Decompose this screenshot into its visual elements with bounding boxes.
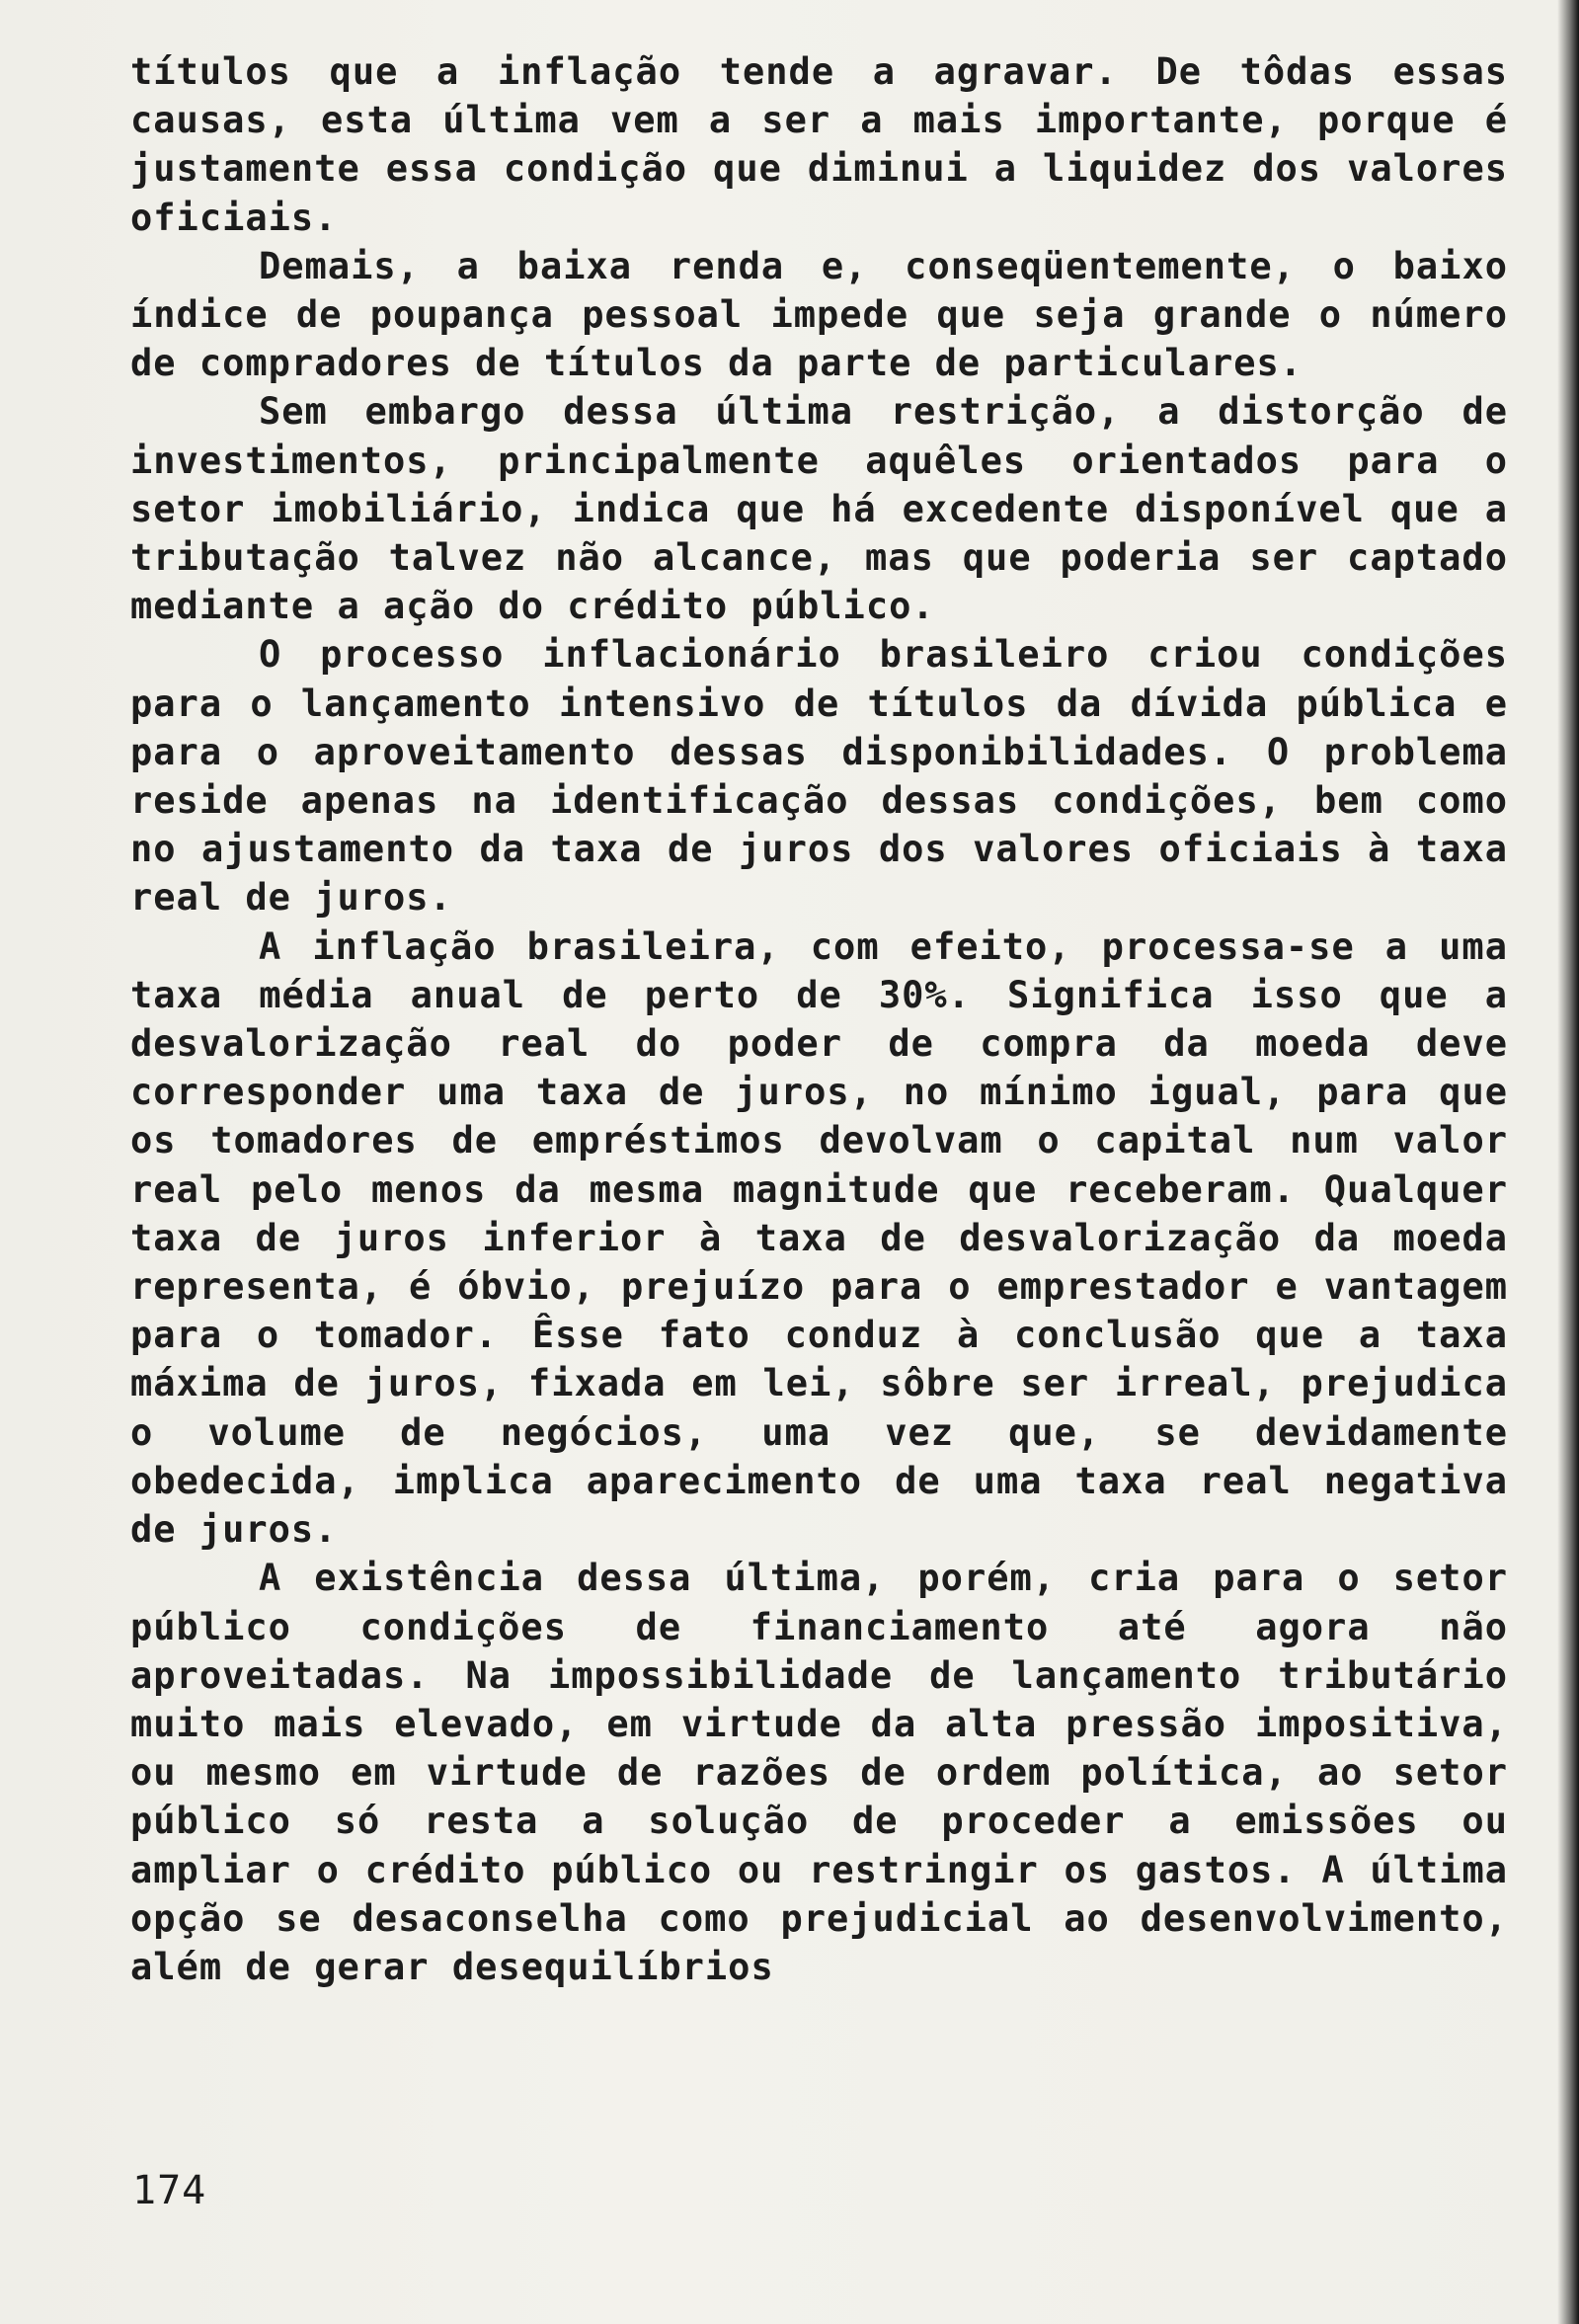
page-edge-shadow	[1557, 0, 1579, 2324]
body-text	[130, 47, 1508, 1991]
paragraph: A inflação brasileira, com efeito, processa-se a uma taxa média anual de perto de 30%. Significa isso que a desvalorização real do poder de compra da moeda deve corresponder uma taxa de juros, no mínimo igual, para que os tomadores de empréstimos devolvam o capital num valor real pelo menos da mesma magnitude que receberam. Qualquer taxa de juros inferior à taxa de desvalorização da moeda representa, é óbvio, prejuízo para o emprestador e vantagem para o tomador. Êsse fato conduz à conclusão que a taxa máxima de juros, fixada em lei, sôbre ser irreal, prejudica o volume de negócios, uma vez que, se devidamente obedecida, implica aparecimento de uma taxa real negativa de juros.	[130, 924, 1508, 1552]
paragraph: O processo inflacionário brasileiro criou condições para o lançamento intensivo de títulos da dívida pública e para o aproveitamento dessas disponibilidades. O problema reside apenas na identificação dessas condições, bem como no ajustamento da taxa de juros dos valores oficiais à taxa real de juros.	[130, 633, 1508, 920]
page-number: 174	[132, 2168, 207, 2213]
paragraph: Demais, a baixa renda e, conseqüentemente, o baixo índice de poupança pessoal impede que seja grande o número de compradores de títulos da parte de particulares.	[130, 244, 1508, 385]
paragraph: títulos que a inflação tende a agravar. De tôdas essas causas, esta última vem a ser a mais importante, porque é justamente essa condição que diminui a liquidez dos valores oficiais.	[130, 50, 1508, 239]
paragraph: Sem embargo dessa última restrição, a distorção de investimentos, principalmente aquêles orientados para o setor imobiliário, indica que há excedente disponível que a tributação talvez não alcance, mas que poderia ser captado mediante a ação do crédito público.	[130, 390, 1508, 628]
paragraph: A existência dessa última, porém, cria para o setor público condições de financiamento até agora não aproveitadas. Na impossibilidade de lançamento tributário muito mais elevado, em virtude da alta pressão impositiva, ou mesmo em virtude de razões de ordem política, ao setor público só resta a solução de proceder a emissões ou ampliar o crédito público ou restringir os gastos. A última opção se desaconselha como prejudicial ao desenvolvimento, além de gerar desequilíbrios	[130, 1557, 1508, 1988]
